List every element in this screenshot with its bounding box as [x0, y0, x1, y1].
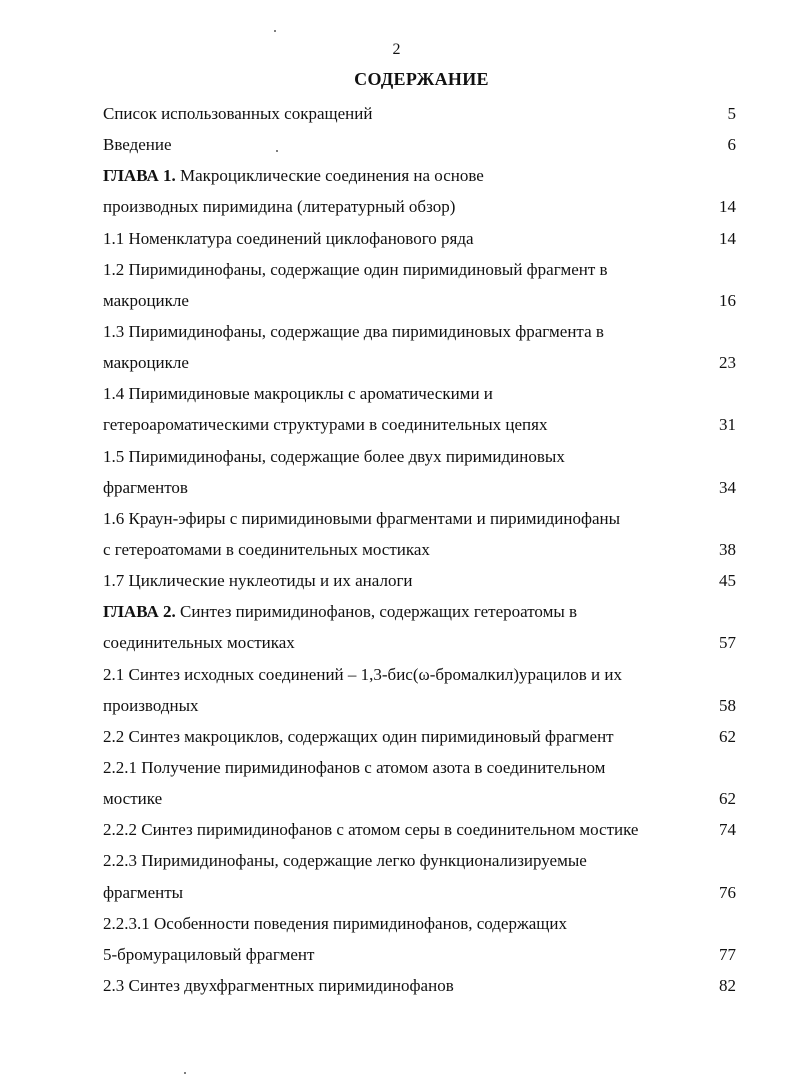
toc-entry-text — [103, 285, 189, 316]
table-of-contents — [103, 98, 736, 1001]
toc-entry-title: Введение — [103, 135, 172, 155]
toc-entry — [103, 129, 736, 160]
toc-entry-text — [103, 316, 604, 347]
toc-entry — [103, 441, 736, 472]
toc-entry-title: 1.5 Пиримидинофаны, содержащие более двух пиримидиновых — [103, 446, 565, 466]
toc-entry — [103, 223, 736, 254]
toc-entry — [103, 970, 736, 1001]
toc-page-number: 5 — [727, 104, 736, 123]
toc-entry-title: производных — [103, 695, 199, 715]
toc-entry-title: макроцикле — [103, 290, 189, 310]
toc-entry-title: Список использованных сокращений — [103, 104, 373, 123]
toc-entry-title: 5-бромурациловый фрагмент — [103, 944, 315, 964]
scan-speck — [274, 30, 276, 32]
toc-entry — [103, 191, 736, 222]
toc-entry-title: 2.2 Синтез макроциклов, содержащих один пиримидиновый фрагмент — [103, 726, 614, 746]
toc-entry-text — [103, 160, 484, 191]
toc-entry-title: гетероароматическими структурами в соединительных цепях — [103, 415, 548, 435]
toc-entry-title: соединительных мостиках — [103, 633, 295, 653]
toc-entry-text — [103, 939, 314, 970]
toc-entry-text — [103, 596, 577, 627]
toc-entry — [103, 565, 736, 596]
toc-entry — [103, 814, 736, 845]
page-number: 2 — [392, 41, 401, 58]
toc-entry-title: макроцикле — [103, 353, 189, 373]
chapter-label: ГЛАВА 2. — [103, 602, 176, 622]
toc-entry-text — [103, 378, 493, 409]
toc-entry-text — [103, 409, 547, 440]
toc-entry-text — [103, 534, 430, 565]
toc-entry-text — [103, 191, 455, 222]
toc-entry-title: производных пиримидина (литературный обзор) — [103, 197, 456, 217]
toc-entry-text — [103, 98, 372, 129]
toc-entry-text — [103, 254, 608, 285]
toc-entry-title: фрагменты — [103, 882, 184, 902]
toc-entry — [103, 908, 736, 939]
toc-entry — [103, 472, 736, 503]
toc-entry-text — [103, 845, 587, 876]
page-title: СОДЕРЖАНИЕ — [354, 69, 489, 89]
toc-entry-text — [103, 472, 188, 503]
toc-entry-title: 1.1 Номенклатура соединений циклофанового ряда — [103, 228, 474, 248]
toc-entry-title: 1.3 Пиримидинофаны, содержащие два пиримидиновых фрагмента в — [103, 321, 604, 341]
toc-entry — [103, 285, 736, 316]
toc-entry — [103, 877, 736, 908]
toc-entry-text — [103, 721, 614, 752]
scan-speck — [184, 1072, 186, 1074]
toc-entry-text — [103, 877, 183, 908]
toc-entry-title: 1.4 Пиримидиновые макроциклы с ароматическими и — [103, 384, 493, 404]
toc-entry-text — [103, 908, 567, 939]
toc-entry-text — [103, 129, 172, 160]
toc-entry-title: Макроциклические соединения на основе — [175, 166, 484, 186]
toc-entry-text — [103, 347, 189, 378]
toc-entry-text — [103, 752, 605, 783]
toc-entry — [103, 596, 736, 627]
toc-entry-title: 2.2.3 Пиримидинофаны, содержащие легко функционализируемые — [103, 851, 587, 871]
toc-page-number: 58 — [719, 695, 736, 715]
toc-entry — [103, 721, 736, 752]
toc-entry-text — [103, 565, 413, 596]
toc-page-number: 14 — [719, 228, 736, 248]
toc-entry-text — [103, 503, 620, 534]
toc-page-number: 14 — [719, 197, 736, 217]
toc-entry-title: 2.2.1 Получение пиримидинофанов с атомом азота в соединительном — [103, 757, 606, 777]
toc-entry — [103, 845, 736, 876]
chapter-label: ГЛАВА 1. — [103, 166, 176, 186]
toc-entry — [103, 409, 736, 440]
toc-page-number: 62 — [719, 789, 736, 809]
toc-entry-text — [103, 690, 199, 721]
toc-page-number: 45 — [719, 571, 736, 591]
toc-entry — [103, 534, 736, 565]
toc-entry-title: 2.2.2 Синтез пиримидинофанов с атомом серы в соединительном мостике — [103, 820, 639, 840]
toc-page-number: 34 — [719, 477, 736, 497]
toc-entry — [103, 939, 736, 970]
toc-page-number: 82 — [719, 975, 736, 995]
toc-page-number: 16 — [719, 290, 736, 310]
toc-entry — [103, 347, 736, 378]
toc-entry — [103, 627, 736, 658]
toc-page-number: 62 — [719, 726, 736, 746]
toc-entry — [103, 316, 736, 347]
toc-page-number: 38 — [719, 539, 736, 559]
toc-entry-title: с гетероатомами в соединительных мостиках — [103, 539, 430, 559]
toc-page-number: 76 — [719, 882, 736, 902]
toc-entry-text — [103, 627, 295, 658]
toc-page-number: 57 — [719, 633, 736, 653]
toc-entry-text — [103, 783, 162, 814]
toc-entry-text — [103, 223, 474, 254]
toc-entry-title: фрагментов — [103, 477, 188, 497]
toc-entry-text — [103, 970, 454, 1001]
toc-entry-title: 2.3 Синтез двухфрагментных пиримидинофанов — [103, 975, 454, 995]
toc-entry — [103, 752, 736, 783]
toc-entry-text — [103, 814, 638, 845]
toc-page-number: 77 — [719, 944, 736, 964]
toc-entry — [103, 254, 736, 285]
toc-entry — [103, 659, 736, 690]
toc-entry — [103, 783, 736, 814]
toc-entry-title: Синтез пиримидинофанов, содержащих гетероатомы в — [175, 602, 578, 622]
toc-entry-title: мостике — [103, 789, 163, 809]
toc-entry-title: 2.2.3.1 Особенности поведения пиримидинофанов, содержащих — [103, 913, 567, 933]
toc-page-number: 6 — [727, 135, 736, 155]
toc-entry — [103, 503, 736, 534]
toc-entry-title: 1.2 Пиримидинофаны, содержащие один пиримидиновый фрагмент в — [103, 259, 608, 279]
toc-page-number: 23 — [719, 353, 736, 373]
toc-entry — [103, 378, 736, 409]
toc-entry — [103, 690, 736, 721]
toc-entry — [103, 160, 736, 191]
toc-page-number: 31 — [719, 415, 736, 435]
toc-entry — [103, 98, 736, 129]
toc-entry-text — [103, 659, 622, 690]
toc-entry-text — [103, 441, 565, 472]
toc-entry-title: 1.6 Краун-эфиры с пиримидиновыми фрагментами и пиримидинофаны — [103, 508, 621, 528]
toc-entry-title: 2.1 Синтез исходных соединений – 1,3-бис(ω-бромалкил)урацилов и их — [103, 664, 622, 684]
toc-entry-title: 1.7 Циклические нуклеотиды и их аналоги — [103, 571, 413, 591]
toc-page-number: 74 — [719, 820, 736, 840]
